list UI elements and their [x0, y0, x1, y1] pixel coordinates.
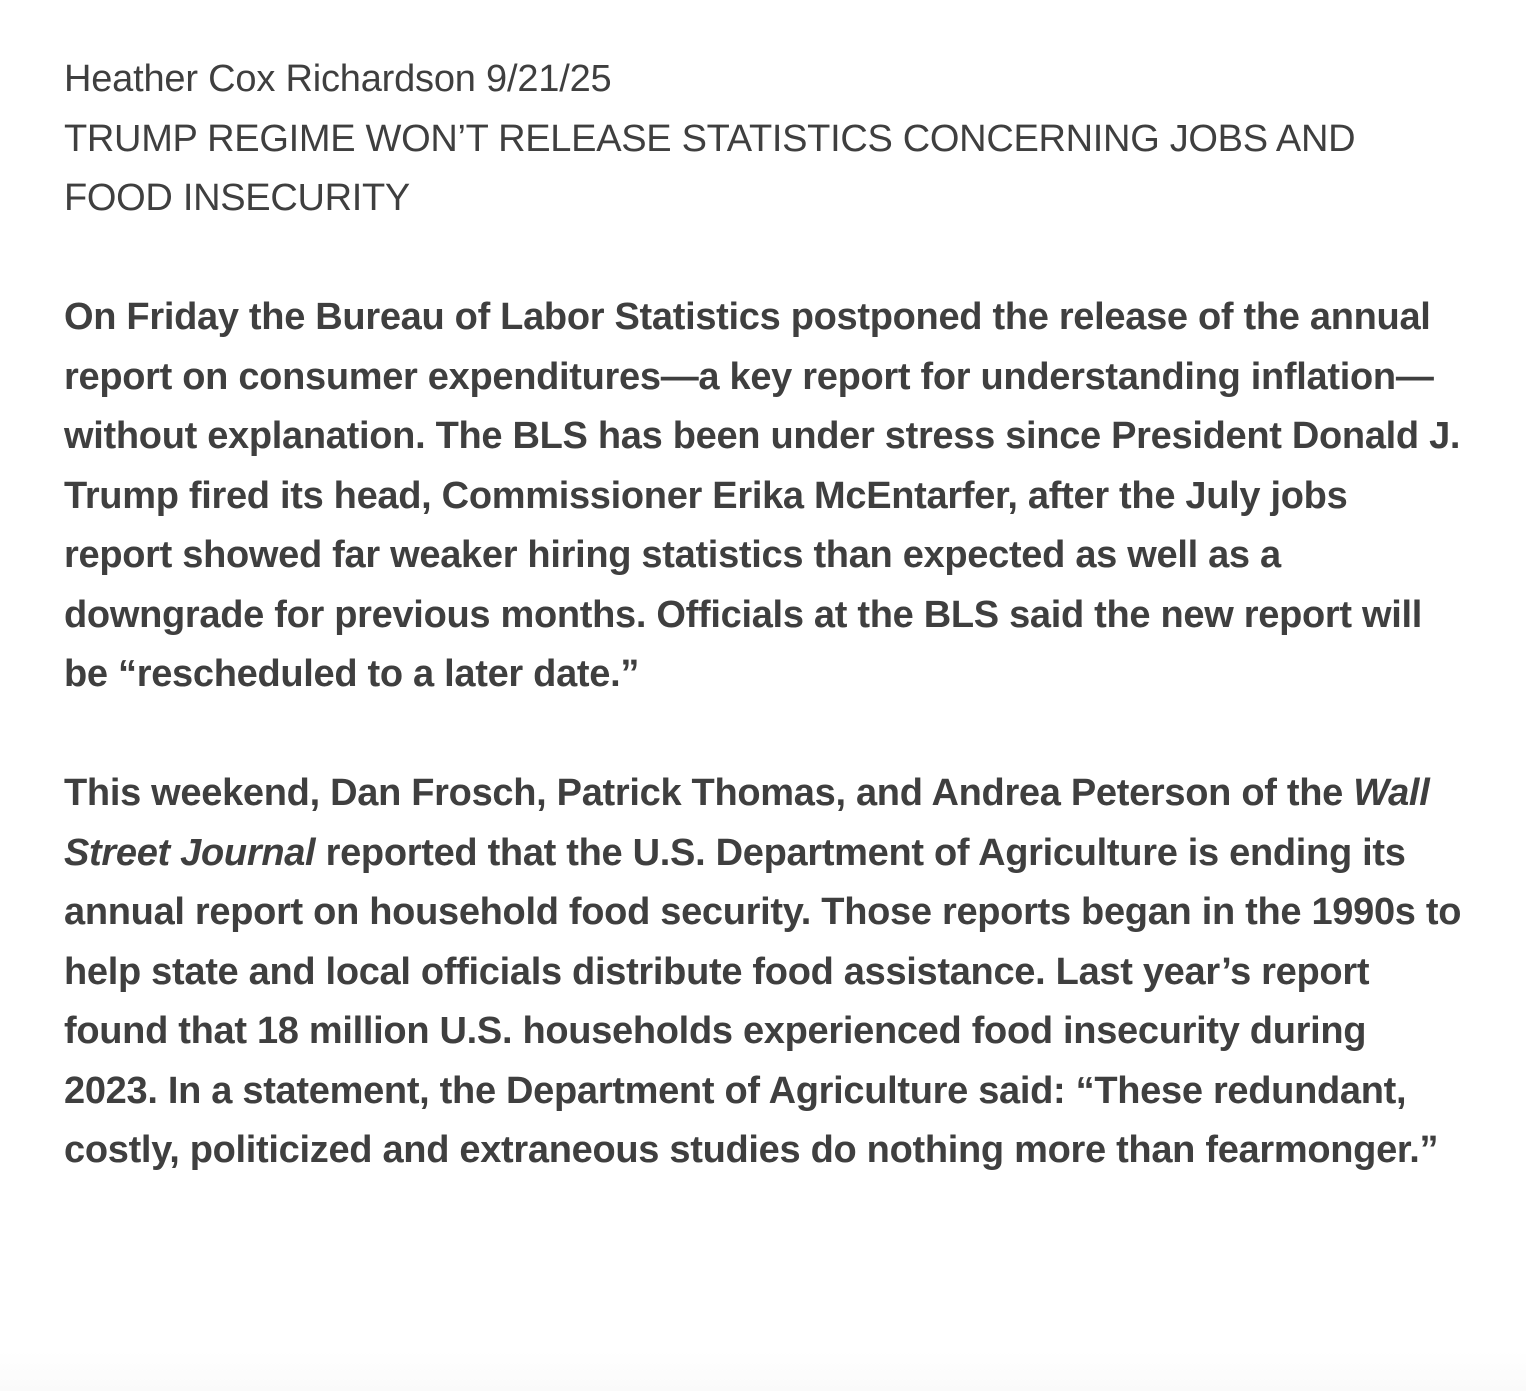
- headline: TRUMP REGIME WON’T RELEASE STATISTICS CONCERNING JOBS AND FOOD INSECURITY: [64, 117, 1356, 219]
- bottom-fade: [0, 1351, 1526, 1391]
- paragraph-bls: On Friday the Bureau of Labor Statistics postponed the release of the annual report on consumer expenditures—a key report for understanding inflation—without explanation. The BLS has been under stress since President Donald J. Trump fired its head, Commissioner Erika McEntarfer, after the July jobs report showed far weaker hiring statistics than expected as well as a downgrade for previous months. Officials at the BLS said the new report will be “rescheduled to a later date.”: [64, 296, 1461, 695]
- byline: Heather Cox Richardson 9/21/25: [64, 58, 612, 100]
- blank-line: [64, 229, 1464, 289]
- paragraph-usda-part1: This weekend, Dan Frosch, Patrick Thomas, and Andrea Peterson of the: [64, 772, 1354, 814]
- note-body[interactable]: [64, 50, 1464, 1181]
- paragraph-usda-part2: reported that the U.S. Department of Agriculture is ending its annual report on household food security. Those reports began in the 1990s to help state and local officials distribute food assistance. Last year’s report found that 18 million U.S. households experienced food insecurity during 2023. In a statement, the Department of Agriculture said: “These redundant, costly, politicized and extraneous studies do nothing more than fearmonger.”: [64, 831, 1462, 1171]
- blank-line: [64, 705, 1464, 765]
- publication-name: Wall Street Journal: [64, 772, 1430, 874]
- paragraph-usda: [64, 764, 1464, 1181]
